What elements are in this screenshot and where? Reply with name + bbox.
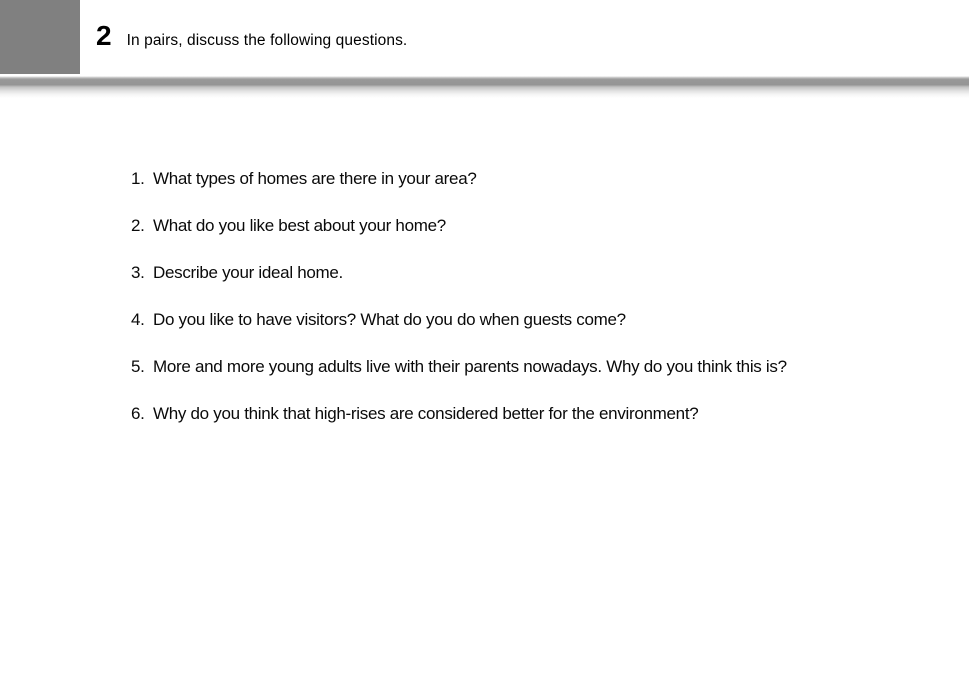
question-number: 3. <box>131 263 145 282</box>
question-item <box>131 357 851 376</box>
exercise-header <box>96 22 407 50</box>
question-number: 1. <box>131 169 145 188</box>
corner-block <box>0 0 80 74</box>
question-text: More and more young adults live with their parents nowadays. Why do you think this is? <box>153 357 787 376</box>
question-item <box>131 169 851 188</box>
question-item <box>131 216 851 235</box>
question-item <box>131 404 851 423</box>
question-item <box>131 310 851 329</box>
question-item <box>131 263 851 282</box>
question-list <box>131 169 851 451</box>
exercise-instruction: In pairs, discuss the following questions. <box>126 32 408 49</box>
exercise-number: 2 <box>96 20 112 51</box>
question-text: What do you like best about your home? <box>153 216 446 235</box>
question-text: Describe your ideal home. <box>153 263 343 282</box>
question-text: Why do you think that high-rises are considered better for the environment? <box>153 404 699 423</box>
question-text: Do you like to have visitors? What do you do when guests come? <box>153 310 626 329</box>
question-text: What types of homes are there in your area? <box>153 169 477 188</box>
question-number: 5. <box>131 357 145 376</box>
question-number: 4. <box>131 310 145 329</box>
question-number: 2. <box>131 216 145 235</box>
question-number: 6. <box>131 404 145 423</box>
header-divider <box>0 76 969 98</box>
